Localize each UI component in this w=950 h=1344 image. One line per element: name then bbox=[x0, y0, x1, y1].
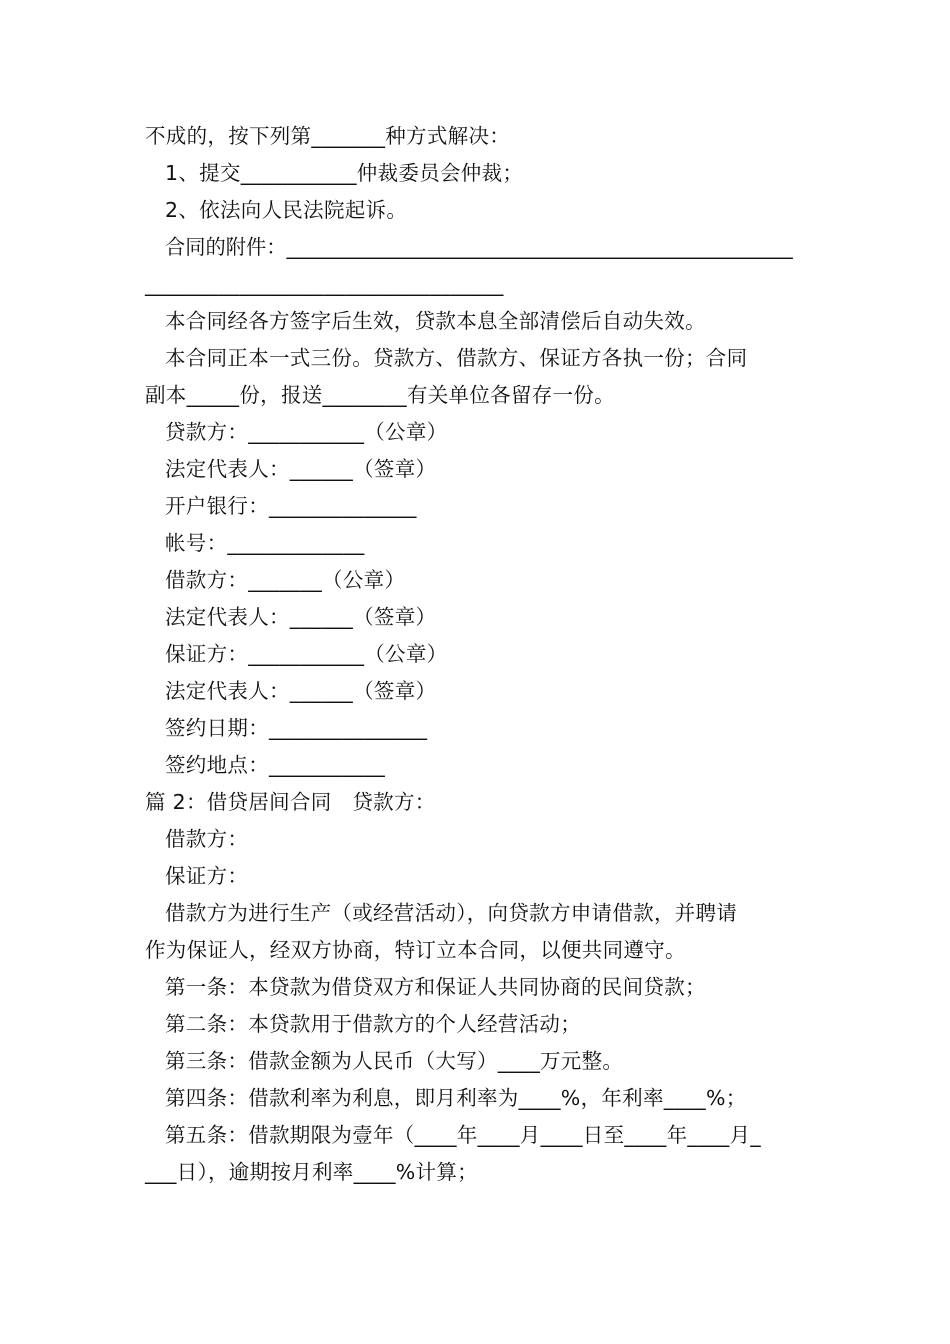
text-line: 第三条：借款金额为人民币（大写）____万元整。 bbox=[165, 1049, 624, 1073]
text-line: 保证方：___________（公章） bbox=[165, 642, 448, 666]
text-line: __________________________________ bbox=[145, 272, 504, 296]
text-line: 不成的，按下列第_______种方式解决： bbox=[145, 124, 511, 148]
text-line: 合同的附件：__________________________________________________ bbox=[165, 235, 793, 259]
text-line: 作为保证人，经双方协商，特订立本合同，以便共同遵守。 bbox=[145, 938, 686, 962]
text-line: 第五条：借款期限为壹年（____年____月____日至____年____月_ bbox=[165, 1123, 761, 1147]
text-line: 开户银行：______________ bbox=[165, 494, 417, 518]
text-line: 法定代表人：______（签章） bbox=[165, 605, 437, 629]
text-line: 第四条：借款利率为利息，即月利率为____%，年利率____%； bbox=[165, 1086, 747, 1110]
text-line: 保证方： bbox=[165, 864, 249, 888]
text-line: 法定代表人：______（签章） bbox=[165, 457, 437, 481]
section-heading: 篇 2：借贷居间合同 贷款方： bbox=[145, 790, 436, 814]
text-line: 借款方：_______（公章） bbox=[165, 568, 406, 592]
document-body bbox=[145, 0, 815, 1344]
text-line: 1、提交___________仲裁委员会仲裁； bbox=[165, 161, 524, 185]
text-line: 贷款方：___________（公章） bbox=[165, 420, 448, 444]
text-line: 借款方： bbox=[165, 827, 249, 851]
text-line: 借款方为进行生产（或经营活动），向贷款方申请借款，并聘请 bbox=[165, 901, 738, 925]
text-line: 第一条：本贷款为借贷双方和保证人共同协商的民间贷款； bbox=[165, 975, 706, 999]
text-line: 签约日期：_______________ bbox=[165, 716, 428, 740]
text-line: 签约地点：___________ bbox=[165, 753, 386, 777]
text-line: ___日），逾期按月利率____%计算； bbox=[145, 1160, 478, 1184]
text-line: 第二条：本贷款用于借款方的个人经营活动； bbox=[165, 1012, 581, 1036]
text-line: 帐号：_____________ bbox=[165, 531, 365, 555]
text-line: 本合同经各方签字后生效，贷款本息全部清偿后自动失效。 bbox=[165, 309, 706, 333]
text-line: 副本_____份，报送________有关单位各留存一份。 bbox=[145, 383, 615, 407]
text-line: 法定代表人：______（签章） bbox=[165, 679, 437, 703]
text-line: 本合同正本一式三份。贷款方、借款方、保证方各执一份；合同 bbox=[165, 346, 748, 370]
text-line: 2、依法向人民法院起诉。 bbox=[165, 198, 408, 222]
